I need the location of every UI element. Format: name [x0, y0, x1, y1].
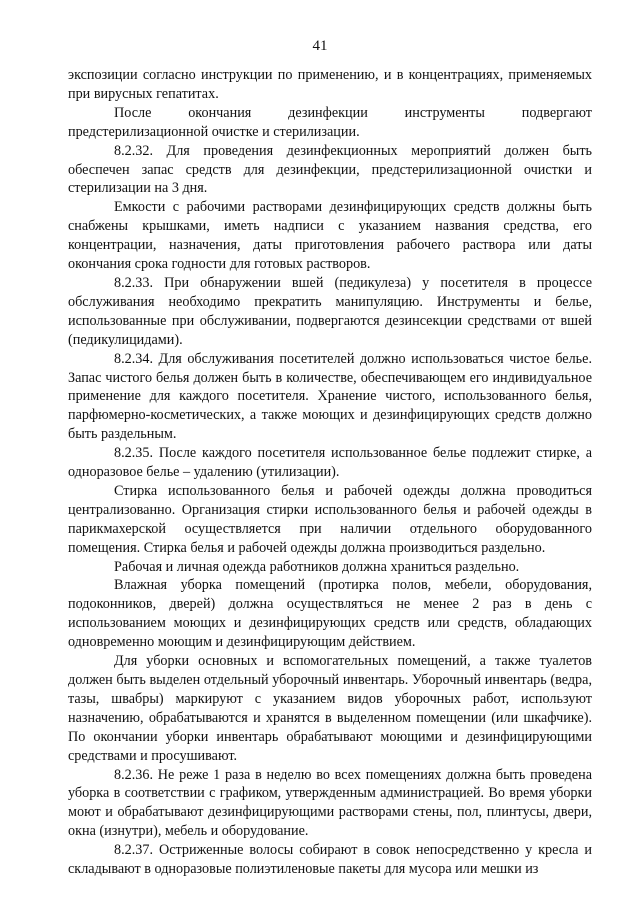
paragraph: После окончания дезинфекции инструменты подвергают предстерилизационной очистке и стерилизации. — [68, 104, 592, 140]
paragraph: Стирка использованного белья и рабочей одежды должна проводиться централизованно. Организация стирки использованного белья и рабочей одежды в парикмахерской осуществляется при наличии отдельного оборудованного помещения. Стирка белья и рабочей одежды должна производиться раздельно. — [68, 482, 592, 556]
paragraph: 8.2.37. Остриженные волосы собирают в совок непосредственно у кресла и складывают в одноразовые полиэтиленовые пакеты для мусора или мешки из — [68, 842, 592, 878]
paragraph: 8.2.33. При обнаружении вшей (педикулеза) у посетителя в процессе обслуживания необходимо прекратить манипуляцию. Инструменты и белье, использованные при обслуживании, подвергаются дезинсекции средствами от вшей (педикулицидами). — [68, 274, 592, 348]
paragraph: 8.2.35. После каждого посетителя использованное белье подлежит стирке, а одноразовое белье – удалению (утилизации). — [68, 445, 592, 481]
paragraph: Емкости с рабочими растворами дезинфицирующих средств должны быть снабжены крышками, иметь надписи с указанием названия средства, его концентрации, назначения, даты приготовления рабочего раствора или даты окончания срока годности для готовых растворов. — [68, 199, 592, 273]
page-number: 41 — [312, 38, 328, 54]
paragraph: экспозиции согласно инструкции по применению, и в концентрациях, применяемых при вирусных гепатитах. — [68, 67, 592, 102]
paragraph: Для уборки основных и вспомогательных помещений, а также туалетов должен быть выделен отдельный уборочный инвентарь. Уборочный инвентарь (ведра, тазы, швабры) маркируют с указанием видов уборочных работ, используют назначению, обрабатываются и хранятся в выделенном помещении (или шкафчике). По окончании уборки инвентарь обрабатывают моющими и дезинфицирующими средствами и просушивают. — [68, 653, 592, 764]
paragraph: 8.2.36. Не реже 1 раза в неделю во всех помещениях должна быть проведена уборка в соответствии с графиком, утвержденным администрацией. Во время уборки моют и обрабатывают дезинфицирующими растворами стены, пол, плинтусы, двери, окна (изнутри), мебель и оборудование. — [68, 766, 592, 840]
paragraph: 8.2.32. Для проведения дезинфекционных мероприятий должен быть обеспечен запас средств для дезинфекции, предстерилизационной очистки и стерилизации на 3 дня. — [68, 142, 592, 197]
paragraph: Рабочая и личная одежда работников должна храниться раздельно. — [114, 558, 520, 575]
paragraph: 8.2.34. Для обслуживания посетителей должно использоваться чистое белье. Запас чистого белья должен быть в количестве, обеспечивающем его индивидуальное применение для каждого посетителя. Хранение чистого, использованного белья, парфюмерно-косметических, а также моющих и дезинфицирующих средств должно быть раздельным. — [68, 350, 592, 443]
paragraph: Влажная уборка помещений (протирка полов, мебели, оборудования, подоконников, дверей) должна осуществляться не менее 2 раз в день с использованием моющих и дезинфицирующих средств или средств, обладающих одновременно моющим и дезинфицирующим действием. — [68, 577, 592, 651]
body-text — [68, 66, 592, 879]
